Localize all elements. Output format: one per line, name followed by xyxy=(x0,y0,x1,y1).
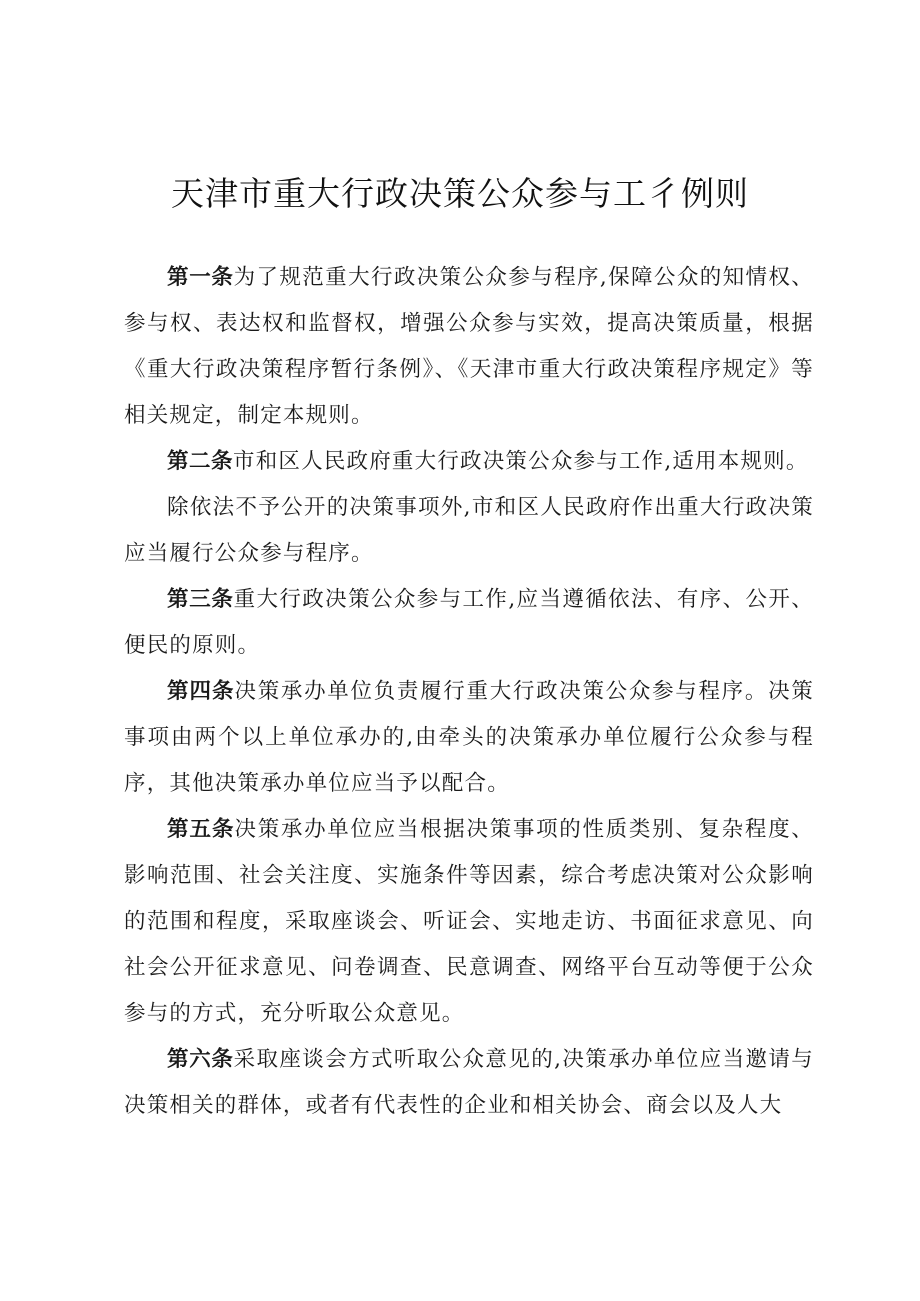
article-3-text: 重大行政决策公众参与工作,应当遵循依法、有序、公开、便民的原则。 xyxy=(124,587,814,658)
document-title: 天津市重大行政决策公众参与工彳例则 xyxy=(171,174,749,213)
article-3-paragraph xyxy=(124,577,814,669)
article-6-text: 采取座谈会方式听取公众意见的,决策承办单位应当邀请与决策相关的群体，或者有代表性的企业和相关协会、商会以及人大 xyxy=(124,1047,814,1118)
article-4-label: 第四条 xyxy=(167,679,235,704)
article-2-continuation-paragraph xyxy=(124,485,814,577)
document-body xyxy=(124,255,814,1129)
article-1-text: 为了规范重大行政决策公众参与程序,保障公众的知情权、参与权、表达权和监督权，增强公众参与实效，提高决策质量，根据《重大行政决策程序暂行条例》、《天津市重大行政决策程序规定》等相关规定，制定本规则。 xyxy=(124,265,814,428)
article-5-paragraph xyxy=(124,807,814,1037)
article-1-paragraph xyxy=(124,255,814,439)
article-2-label: 第二条 xyxy=(167,449,234,474)
article-5-label: 第五条 xyxy=(167,817,235,842)
article-4-text: 决策承办单位负责履行重大行政决策公众参与程序。决策事项由两个以上单位承办的,由牵头的决策承办单位履行公众参与程序，其他决策承办单位应当予以配合。 xyxy=(124,679,814,796)
article-2-paragraph xyxy=(124,439,814,485)
article-2-continuation-text: 除依法不予公开的决策事项外,市和区人民政府作出重大行政决策应当履行公众参与程序。 xyxy=(124,495,814,566)
article-6-paragraph xyxy=(124,1037,814,1129)
article-2-text: 市和区人民政府重大行政决策公众参与工作,适用本规则。 xyxy=(233,449,809,474)
article-1-label: 第一条 xyxy=(167,265,234,290)
article-3-label: 第三条 xyxy=(167,587,234,612)
article-6-label: 第六条 xyxy=(167,1047,234,1072)
article-5-text: 决策承办单位应当根据决策事项的性质类别、复杂程度、影响范围、社会关注度、实施条件等因素，综合考虑决策对公众影响的范围和程度，采取座谈会、听证会、实地走访、书面征求意见、向社会公开征求意见、问卷调查、民意调查、网络平台互动等便于公众参与的方式，充分听取公众意见。 xyxy=(124,817,814,1026)
article-4-paragraph xyxy=(124,669,814,807)
